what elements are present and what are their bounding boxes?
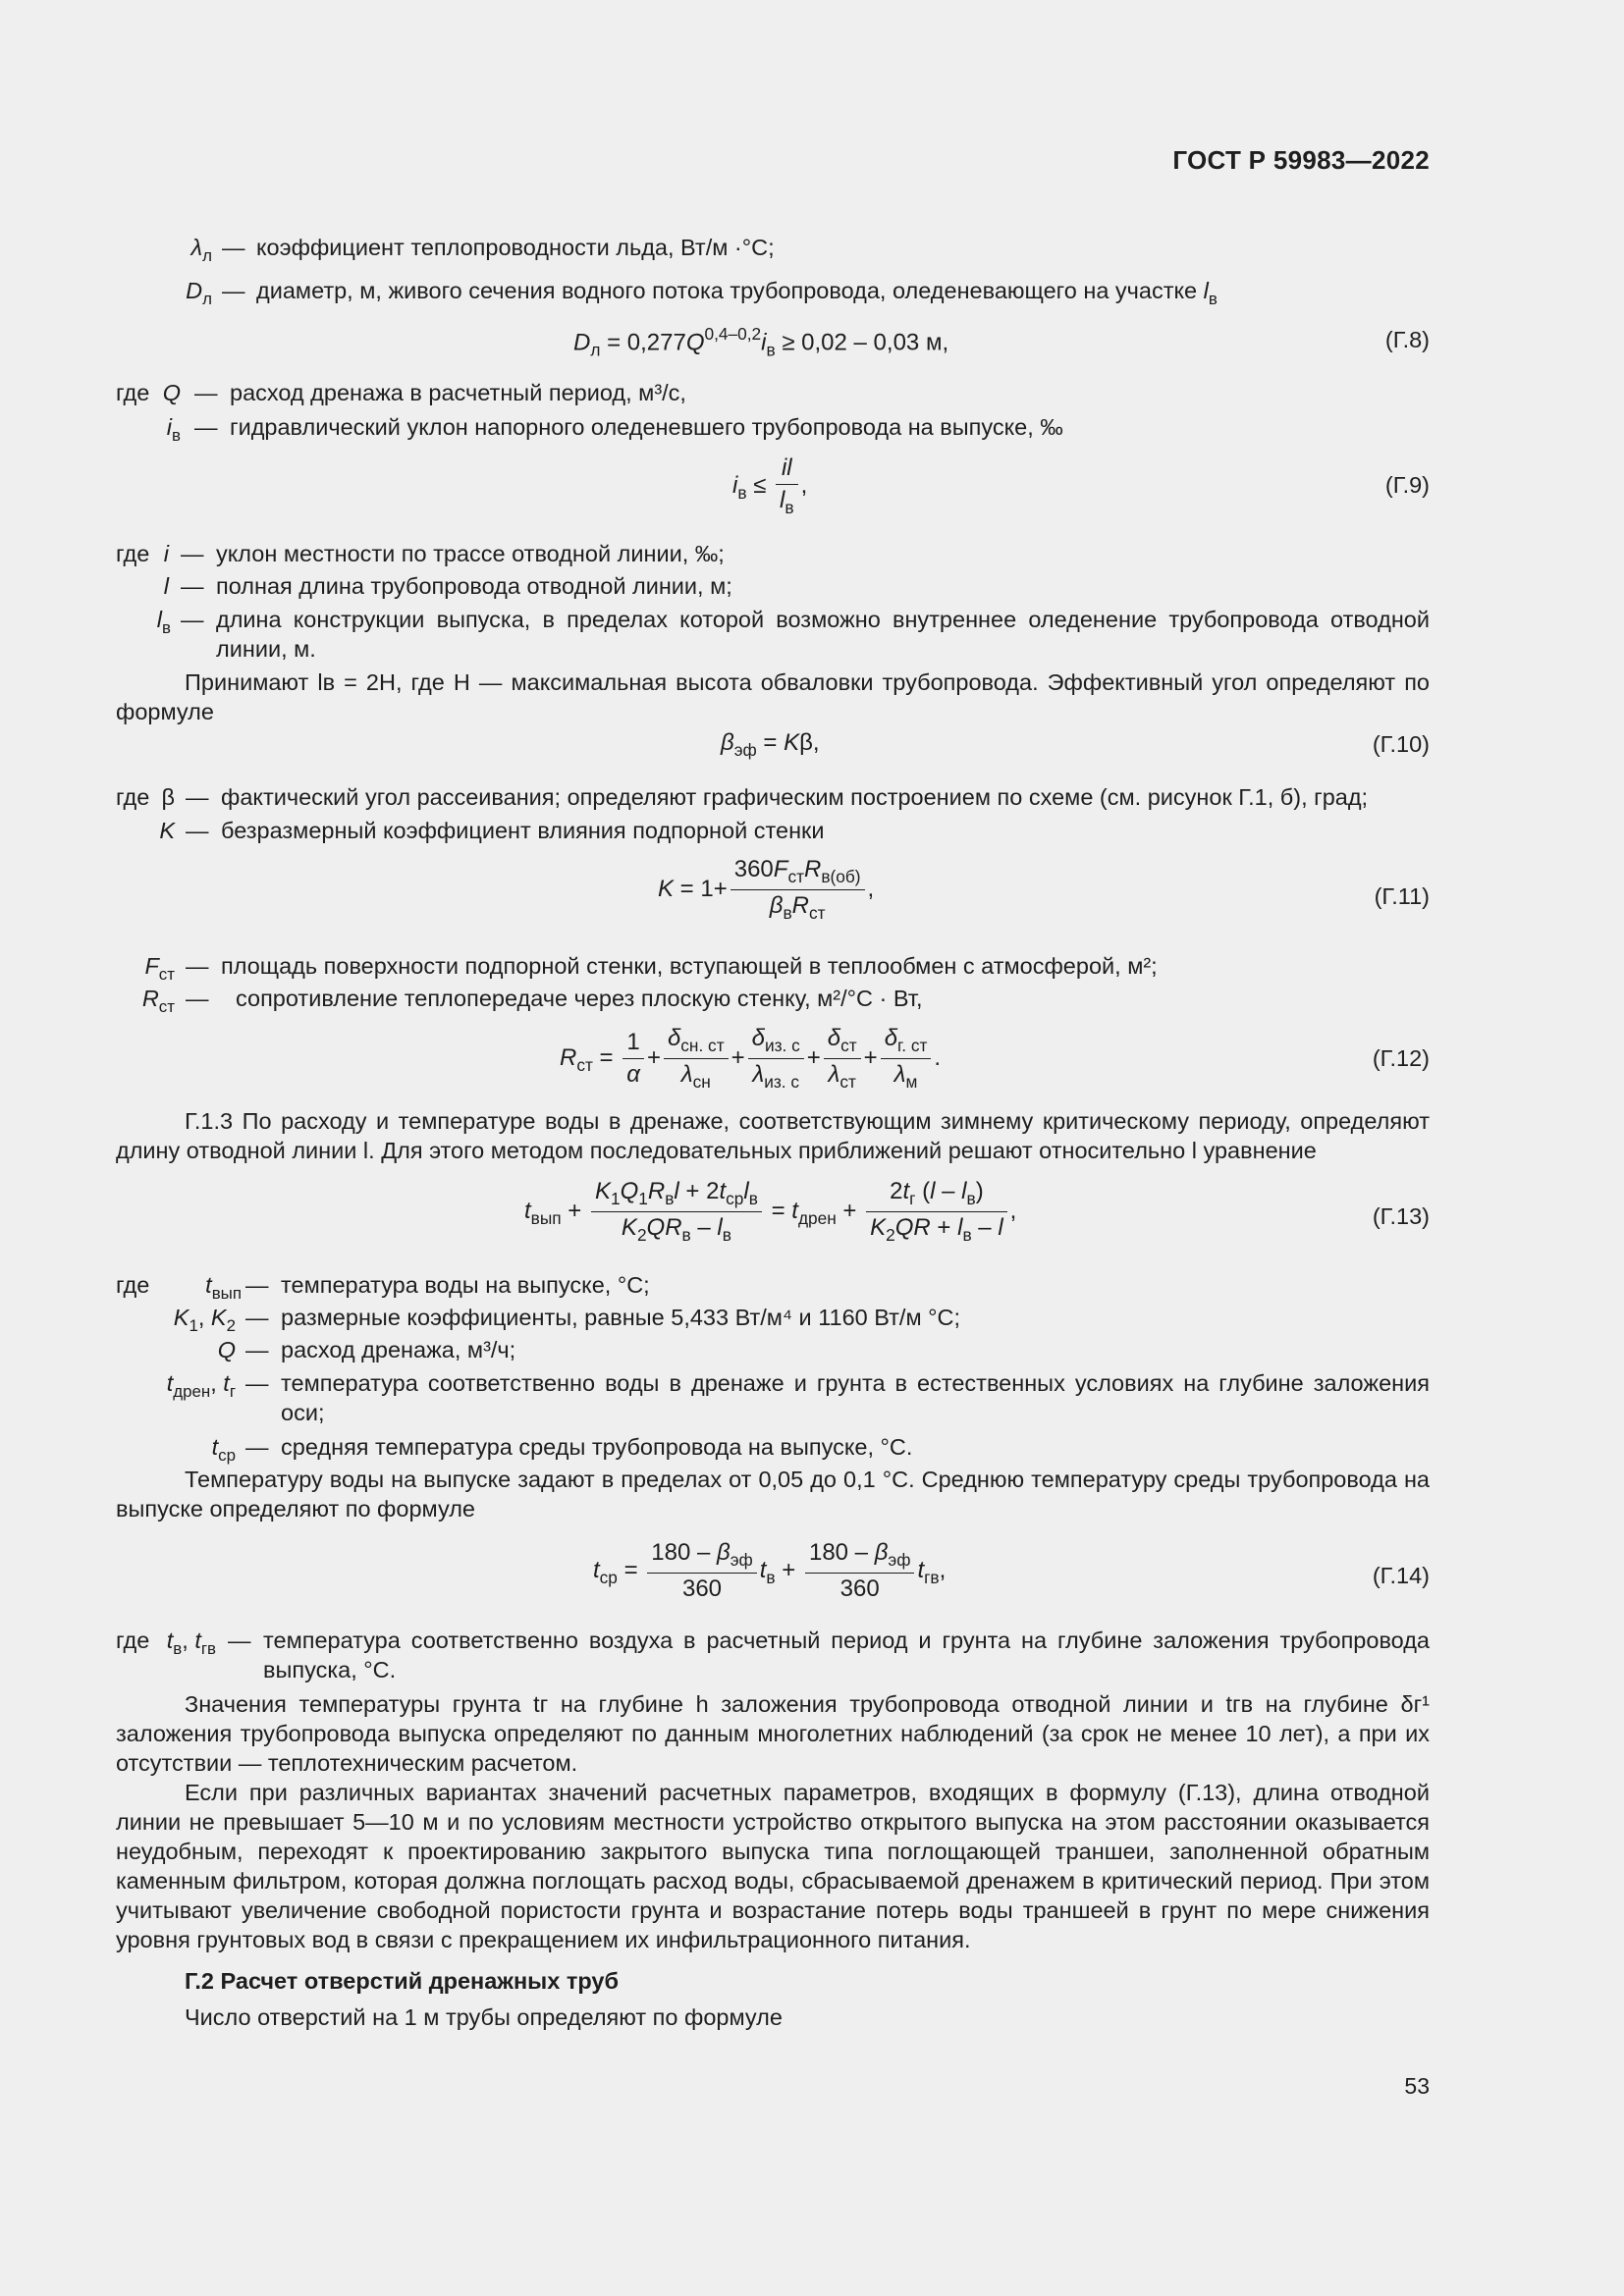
equation-g13: $t_{вып}$ + $\frac{K_1Q_1R_вl + 2t_{ср}l_в}{K_2QR_в - l_в}$ = $t_{дрен}$ + $\frac{2t_г (l - l_в)}{K_2QR + l_в - l}$ , [524, 1178, 1017, 1246]
page-number: 53 [1404, 2073, 1430, 2099]
equation-g14: $t_{ср}$ = $\frac{180 - \beta_{эф}}{360}$ $t_в$ + $\frac{180 - \beta_{эф}}{360}$ $t_{гв}$, [593, 1539, 947, 1603]
paragraph-closed-outlet: Если при различных вариантах значений расчетных параметров, входящих в формулу (Г.13), длина отводной линии не превышает 5—10 м и по условиям местности устройство открытого выпуска на этом расстоянии оказывается неудобным, переходят к проектированию закрытого выпуска типа поглощающей траншеи, заполненной обратным каменным фильтром, которая должна поглощать расход воды, сбрасываемой дренажем в критический период. При этом учитывают увеличение свободной пористости грунта и возрастание потерь воды траншеей в грунт по мере снижения уровня грунтовых вод в связи с прекращением их инфильтрационного питания. [116, 1780, 1430, 1952]
equation-number-g12: (Г.12) [1372, 1045, 1430, 1071]
equation-g10: $\beta_{эф} = K\beta$, [721, 729, 820, 761]
paragraph-g13-intro: Г.1.3 По расходу и температуре воды в дренаже, соответствующим зимнему критическому периоду, определяют длину отводной линии l. Для этого методом последовательных приближений решают относительно l уравнение [116, 1108, 1430, 1163]
paragraph-ground-temperature: Значения температуры грунта tг на глубине h заложения трубопровода отводной линии и tгв на глубине δг¹ заложения трубопровода выпуска определяют по данным многолетних наблюдений (за срок не менее 10 лет), а при их отсутствии — теплотехническим расчетом. [116, 1691, 1430, 1776]
equation-number-g11: (Г.11) [1374, 883, 1430, 909]
equation-number-g10: (Г.10) [1372, 731, 1430, 757]
equation-g12: $R_{ст}$ = $\frac{1}{\alpha}$ + $\frac{\delta_{сн. ст}}{\lambda_{сн}}$ + $\frac{\delta_{из. с}}{\lambda_{из. с}}$ + $\frac{\delta_{ст}}{\lambda_{ст}}$ + $\frac{\delta_{г. ст}}{\lambda_м}$ . [560, 1025, 942, 1093]
equation-g11: K = 1+ $\frac{360F_{ст}R_{в(об)}}{\beta_вR_{ст}}$ , [658, 856, 875, 924]
equation-number-g13: (Г.13) [1372, 1203, 1430, 1229]
equation-number-g9: (Г.9) [1384, 472, 1430, 498]
equation-g8: $D_л = 0,277Q^{0,4-0,2}i_в \ge 0,02 - 0,03$ м, [573, 324, 949, 360]
equation-number-g14: (Г.14) [1372, 1563, 1430, 1588]
paragraph-lv-definition: Принимают lв = 2H, где H — максимальная высота обваловки трубопровода. Эффективный угол определяют по формуле [116, 669, 1430, 724]
paragraph-holes-intro: Число отверстий на 1 м трубы определяют по формуле [185, 2004, 783, 2030]
equation-g9: $i_в$ ≤ $\frac{il}{l_в}$ , [732, 454, 808, 518]
document-code-header: ГОСТ Р 59983—2022 [1172, 145, 1430, 175]
equation-number-g8: (Г.8) [1384, 327, 1430, 352]
paragraph-t-sr-intro: Температуру воды на выпуске задают в пределах от 0,05 до 0,1 °С. Среднюю температуру среды трубопровода на выпуске определяют по формуле [116, 1467, 1430, 1522]
section-heading-g2: Г.2 Расчет отверстий дренажных труб [185, 1968, 619, 1994]
